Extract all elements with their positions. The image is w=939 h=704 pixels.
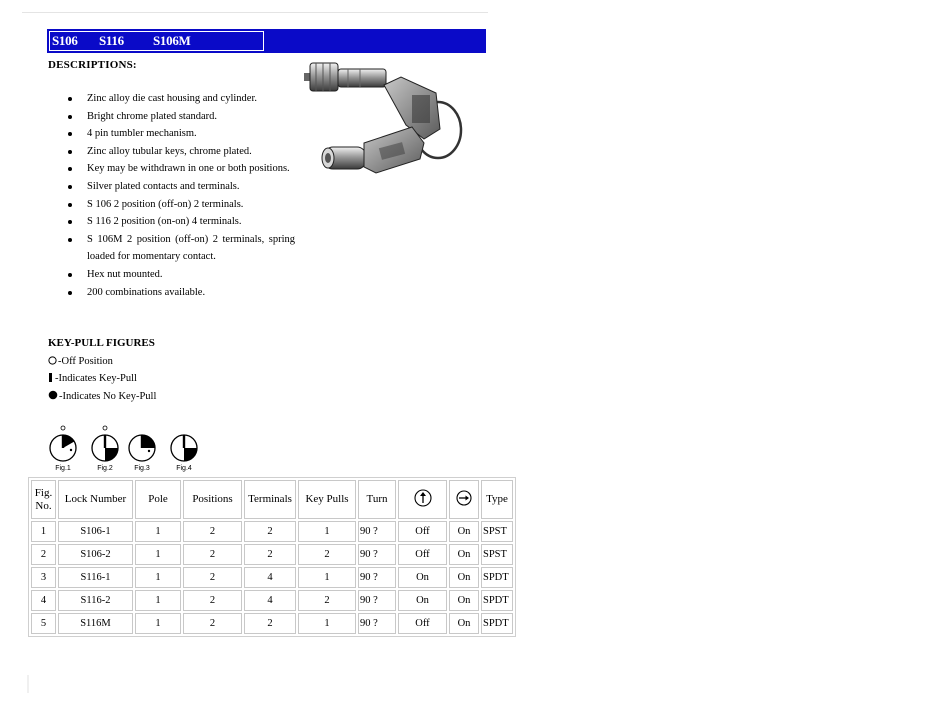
right-arrow-icon — [455, 489, 473, 507]
title-part-2: S116 — [99, 33, 124, 48]
open-circle-icon — [48, 356, 57, 365]
bullet-icon — [68, 97, 72, 101]
page-edge-mark — [27, 675, 29, 693]
bar-icon — [48, 373, 54, 382]
list-item: Hex nut mounted. — [66, 266, 295, 284]
top-divider — [22, 12, 488, 13]
bullet-icon — [68, 291, 72, 295]
header-lock-number: Lock Number — [58, 480, 133, 519]
key-pull-figures — [47, 424, 207, 474]
filled-circle-icon — [48, 390, 58, 400]
table-row: 1 S106-1 1 2 2 1 90 ? Off On SPST — [31, 521, 513, 542]
fig-label: Fig.1 — [55, 465, 71, 472]
list-item: S 106M 2 position (off-on) 2 terminals, spring loaded for momentary contact. — [66, 231, 295, 266]
bullet-icon — [68, 220, 72, 224]
table-header-row — [31, 480, 513, 519]
header-fig-no: Fig. No. — [31, 480, 56, 519]
bullet-icon — [68, 115, 72, 119]
bullet-icon — [68, 167, 72, 171]
list-item: S 106 2 position (off-on) 2 terminals. — [66, 196, 295, 214]
bullet-icon — [68, 273, 72, 277]
header-terminals: Terminals — [244, 480, 296, 519]
descriptions-list — [66, 90, 295, 301]
title-part-3: S106M — [153, 33, 191, 48]
header-positions: Positions — [183, 480, 242, 519]
legend-key-pull: -Indicates Key-Pull — [48, 372, 137, 386]
spec-table — [28, 477, 516, 637]
fig-2-diagram — [92, 426, 118, 472]
fig-label: Fig.4 — [176, 465, 192, 472]
fig-3-diagram — [129, 435, 155, 472]
header-right-position — [449, 480, 479, 519]
descriptions-heading: DESCRIPTIONS: — [48, 59, 137, 71]
list-item: Key may be withdrawn in one or both positions. — [66, 160, 295, 178]
table-row: 3 S116-1 1 2 4 1 90 ? On On SPDT — [31, 567, 513, 588]
legend-off-position: -Off Position — [48, 355, 113, 369]
list-item: Bright chrome plated standard. — [66, 108, 295, 126]
bullet-icon — [68, 185, 72, 189]
bullet-icon — [68, 150, 72, 154]
table-row: 2 S106-2 1 2 2 2 90 ? Off On SPST — [31, 544, 513, 565]
table-row: 4 S116-2 1 2 4 2 90 ? On On SPDT — [31, 590, 513, 611]
key-pull-heading: KEY-PULL FIGURES — [48, 337, 155, 349]
header-up-position — [398, 480, 447, 519]
table-row: 5 S116M 1 2 2 1 90 ? Off On SPDT — [31, 613, 513, 634]
header-type: Type — [481, 480, 513, 519]
list-item: S 116 2 position (on-on) 4 terminals. — [66, 213, 295, 231]
fig-label: Fig.2 — [97, 465, 113, 472]
list-item: Zinc alloy die cast housing and cylinder. — [66, 90, 295, 108]
bullet-icon — [68, 203, 72, 207]
up-arrow-icon — [413, 488, 433, 508]
list-item: Silver plated contacts and terminals. — [66, 178, 295, 196]
title-box — [49, 31, 264, 51]
fig-label: Fig.3 — [134, 465, 150, 472]
title-part-1: S106 — [52, 33, 78, 48]
title-bar — [47, 29, 486, 53]
list-item: 200 combinations available. — [66, 284, 295, 302]
header-turn: Turn — [358, 480, 396, 519]
key-lock-image — [296, 55, 476, 180]
fig-1-diagram — [50, 426, 76, 472]
header-pole: Pole — [135, 480, 181, 519]
list-item: Zinc alloy tubular keys, chrome plated. — [66, 143, 295, 161]
bullet-icon — [68, 132, 72, 136]
list-item: 4 pin tumbler mechanism. — [66, 125, 295, 143]
fig-4-diagram — [171, 435, 197, 472]
legend-no-key-pull: -Indicates No Key-Pull — [48, 390, 156, 404]
header-key-pulls: Key Pulls — [298, 480, 356, 519]
bullet-icon — [68, 238, 72, 242]
